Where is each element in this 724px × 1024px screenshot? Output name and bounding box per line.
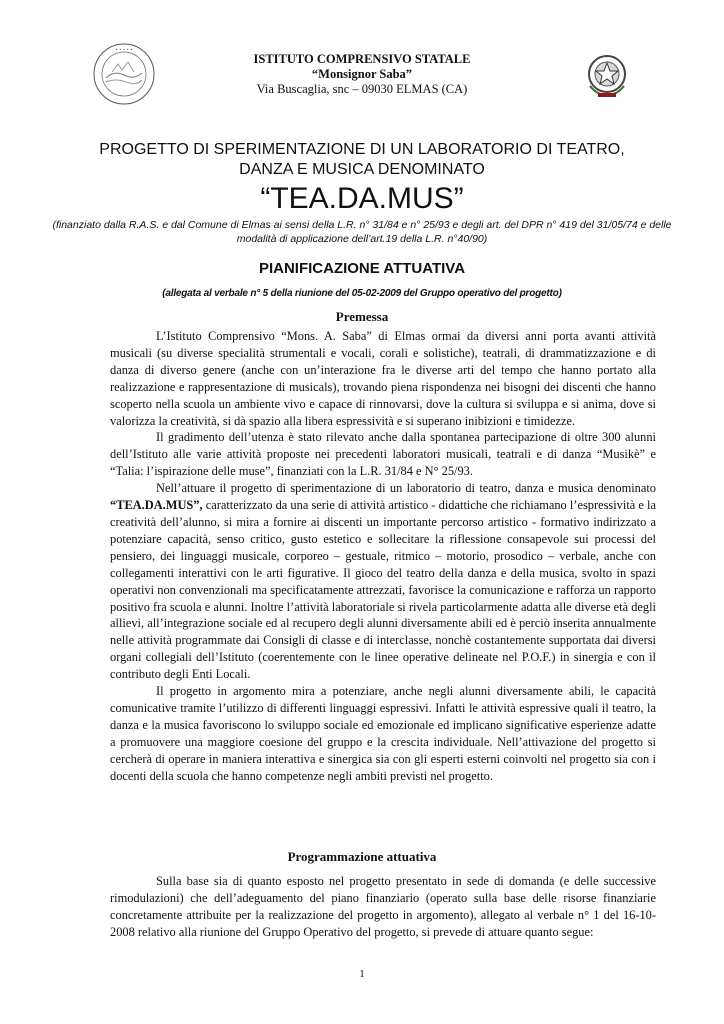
premessa-paragraph-1: L’Istituto Comprensivo “Mons. A. Saba” di Elmas ormai da diversi anni porta avanti attività musicali (su diverse specialità strumentali e vocali, corali e solistiche), teatrali, di drammatizzazione e di danza di diverso genere (anche con un’interazione fra le diverse arti del tempo che hanno portato alla realizzazione e rappresentazione di musicals), trovando piena rispondenza nei bisogni dei discenti che hanno scoperto nella scuola un ambiente vivo e capace di rinnovarsi, dove la cultura si sviluppa e si anima, dove si valorizza la creatività, si dà spazio alla libera espressività e si superano inibizioni e timidezze.: [110, 329, 656, 428]
school-type: ISTITUTO COMPRENSIVO STATALE: [253, 52, 471, 66]
page-number: 1: [359, 968, 365, 980]
project-title-line-1: PROGETTO DI SPERIMENTAZIONE DI UN LABORATORIO DI TEATRO,: [99, 141, 625, 158]
school-header: [0, 52, 724, 97]
paragraph-3-body: caratterizzato da una serie di attività artistico - didattiche che richiamano l’espressività e la creatività dell’alunno, si mira a fornire ai discenti un importante percorso artistico - formativo indirizzato a potenziare capacità, senso critico, gusto estetico e sollecitare la riflessione consapevole sui processi del pensiero, dei linguaggi musicale, corporeo – gestuale, ritmico – motorio, prosodico – verbale, anche con collegamenti interattivi con le arti figurative. Il gioco del teatro della danza e della musica, svolto in spazi operativi non convenzionali ma specificatamente attrezzati, favorisce la comunicazione e rafforza un rapporto positivo fra scuola e alunni. Inoltre l’attività laboratoriale si rivela particolarmente adatta alle diverse età degli allievi, all’integrazione sociale ed al recupero degli alunni diversamente abili ed è perciò inserita annualmente nelle attività programmate dai Consigli di classe e di interclasse, nonchè costantemente supportata dai diversi organi collegiali dell’Istituto (coerentemente con le linee operative delineate nel P.O.F.) in sinergia e con il contributo degli Enti Locali.: [110, 498, 656, 682]
project-name-inline: “TEA.DA.MUS”,: [110, 498, 203, 513]
plan-title: PIANIFICAZIONE ATTUATIVA: [258, 260, 466, 277]
school-name: “Monsignor Saba”: [311, 67, 413, 81]
programmazione-heading: Programmazione attuativa: [287, 849, 437, 864]
project-title-block: [40, 140, 684, 246]
plan-subtitle: (allegata al verbale n° 5 della riunione del 05-02-2009 del Gruppo operativo del progetto): [162, 288, 562, 299]
premessa-section: [110, 328, 656, 784]
premessa-heading: Premessa: [335, 309, 389, 324]
premessa-paragraph-3: [110, 480, 656, 683]
programmazione-paragraph-1: Sulla base sia di quanto esposto nel progetto presentato in sede di domanda (e delle successive rimodulazioni) che dell’adeguamento del piano finanziario (operato sulla base delle risorse finanziarie concretamente attribuite per la realizzazione del progetto in argomento), allegato al verbale n° 1 del 16-10-2008 relativo alla riunione del Gruppo Operativo del progetto, si prevede di attuare quanto segue:: [110, 874, 656, 939]
project-name: “TEA.DA.MUS”: [260, 182, 464, 215]
premessa-paragraph-4: Il progetto in argomento mira a potenziare, anche negli alunni diversamente abili, le capacità comunicative tramite l’utilizzo di differenti linguaggi espressivi. Infatti le attività espressive quali il teatro, la danza e la musica favoriscono lo sviluppo sociale ed emozionale ed implicano significative esperienze adatte a promuovere una maggiore coesione del gruppo e la crescita individuale. Nell’attivazione del progetto si cercherà di operare in maniera interattiva e sinergica sia con gli esperti esterni coinvolti nel progetto sia con i docenti della scuola che hanno competenze negli ambiti previsti nel progetto.: [110, 684, 656, 783]
project-title-line-2: DANZA E MUSICA DENOMINATO: [239, 161, 485, 178]
funding-note: (finanziato dalla R.A.S. e dal Comune di Elmas ai sensi della L.R. n° 31/84 e n° 25/93 e degli art. del DPR n° 419 del 31/05/74 e delle modalità di applicazione dell’art.19 della L.R. n°40/90): [52, 219, 672, 245]
programmazione-section: [110, 873, 656, 941]
svg-text:• • • • •: • • • • •: [115, 47, 133, 52]
paragraph-3-intro: Nell’attuare il progetto di sperimentazione di un laboratorio di teatro, danza e musica denominato: [156, 481, 656, 496]
premessa-paragraph-2: Il gradimento dell’utenza è stato rilevato anche dalla spontanea partecipazione di oltre 300 alunni dell’Istituto alle varie attività proposte nei precedenti laboratori musicali, teatrali e di danza “Musikè” e “Talia: l’ispirazione delle muse”, finanziati con la L.R. 31/84 e N° 25/93.: [110, 430, 656, 479]
school-address: Via Buscaglia, snc – 09030 ELMAS (CA): [256, 82, 468, 96]
